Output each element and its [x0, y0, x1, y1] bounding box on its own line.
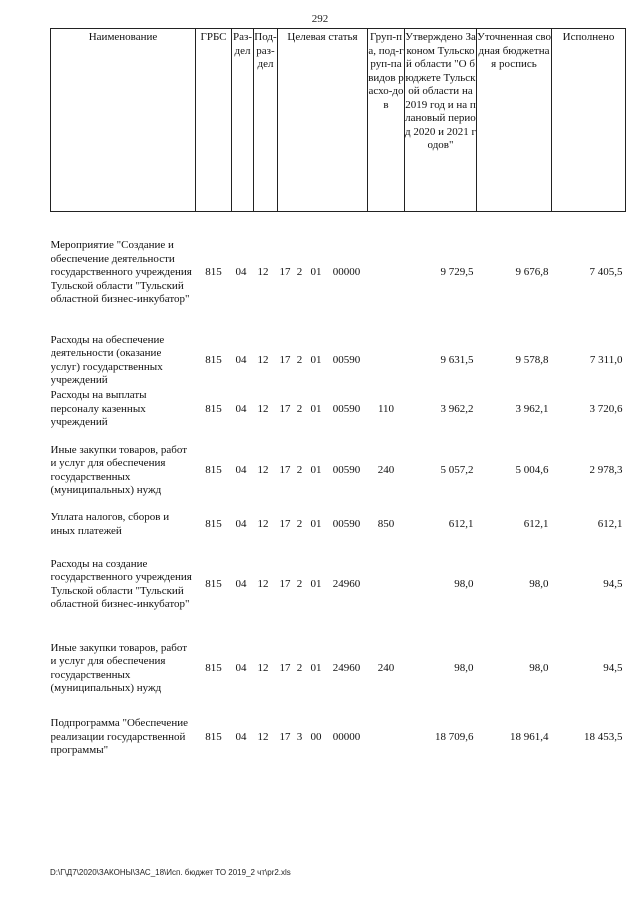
row-executed: 18 453,5	[584, 730, 623, 743]
row-target-subprogram: 2	[296, 463, 303, 476]
row-group	[368, 708, 405, 768]
row-refined: 5 004,6	[515, 463, 549, 476]
row-grbs: 815	[205, 463, 222, 476]
row-approved: 98,0	[454, 577, 474, 590]
row-grbs: 815	[205, 730, 222, 743]
row-group: 240	[377, 661, 395, 674]
row-name: Расходы на создание государственного учреждения Тульской области "Тульский областной бизнес-инкубатор"	[50, 557, 192, 610]
row-subsection: 12	[257, 661, 269, 674]
row-grbs: 815	[205, 517, 222, 530]
row-refined: 612,1	[523, 517, 549, 530]
row-executed: 2 978,3	[589, 463, 623, 476]
row-name: Расходы на обеспечение деятельности (оказание услуг) государственных учреждений	[50, 333, 165, 386]
row-approved: 98,0	[454, 661, 474, 674]
row-target-event: 01	[310, 577, 322, 590]
row-target-direction: 00590	[332, 463, 361, 476]
table-row	[51, 432, 626, 510]
row-target-direction: 00000	[332, 266, 361, 278]
header-grbs: ГРБС	[196, 29, 232, 212]
row-target-subprogram: 2	[296, 266, 303, 278]
row-target-event: 01	[310, 463, 322, 476]
row-name: Расходы на выплаты персоналу казенных учреждений	[50, 389, 147, 429]
row-executed: 7 405,5	[589, 266, 623, 278]
row-target-subprogram: 2	[296, 577, 303, 590]
row-section: 04	[235, 266, 247, 278]
header-section: Раз-дел	[232, 29, 254, 212]
row-target-event: 01	[310, 517, 322, 530]
row-refined: 3 962,1	[515, 402, 549, 415]
page-number: 292	[311, 13, 329, 25]
header-name: Наименование	[51, 29, 196, 212]
row-executed: 7 311,0	[589, 353, 623, 366]
row-subsection: 12	[257, 353, 269, 366]
row-target-program: 17	[279, 463, 291, 476]
row-target-subprogram: 2	[296, 517, 303, 530]
table-row	[51, 510, 626, 540]
header-target: Целевая статья	[278, 29, 368, 212]
row-target-subprogram: 2	[296, 661, 303, 674]
row-refined: 98,0	[529, 577, 549, 590]
row-approved: 18 709,6	[435, 730, 474, 743]
row-executed: 94,5	[603, 661, 623, 674]
table-row	[51, 708, 626, 768]
table-row	[51, 540, 626, 630]
row-section: 04	[235, 730, 247, 743]
row-target-direction: 00590	[332, 517, 361, 530]
row-target-direction: 24960	[332, 661, 361, 674]
row-group: 850	[377, 517, 395, 530]
row-refined: 9 578,8	[515, 353, 549, 366]
row-group	[368, 212, 405, 334]
row-name: Подпрограмма "Обеспечение реализации государственной программы"	[50, 717, 188, 757]
row-target-program: 17	[279, 266, 291, 278]
row-refined: 18 961,4	[510, 730, 549, 743]
row-grbs: 815	[205, 266, 222, 278]
row-executed: 94,5	[603, 577, 623, 590]
row-target-program: 17	[279, 353, 291, 366]
row-target-program: 17	[279, 402, 291, 415]
row-section: 04	[235, 517, 247, 530]
row-approved: 5 057,2	[440, 463, 474, 476]
row-grbs: 815	[205, 661, 222, 674]
row-target-event: 01	[310, 661, 322, 674]
row-subsection: 12	[257, 463, 269, 476]
row-subsection: 12	[257, 402, 269, 415]
row-target-program: 17	[279, 661, 291, 674]
header-approved: Утверждено Законом Тульской области "О бюджете Тульской области на 2019 год и на плановый период 2020 и 2021 годов"	[405, 29, 477, 212]
row-executed: 612,1	[597, 517, 623, 530]
row-grbs: 815	[205, 402, 222, 415]
row-subsection: 12	[257, 730, 269, 743]
row-target-subprogram: 2	[296, 353, 303, 366]
row-target-event: 01	[310, 266, 322, 278]
row-subsection: 12	[257, 517, 269, 530]
row-section: 04	[235, 463, 247, 476]
row-subsection: 12	[257, 577, 269, 590]
row-section: 04	[235, 402, 247, 415]
row-target-subprogram: 2	[296, 402, 303, 415]
row-section: 04	[235, 353, 247, 366]
table-row	[51, 212, 626, 334]
row-target-direction: 00000	[332, 730, 361, 743]
row-section: 04	[235, 577, 247, 590]
row-target-direction: 00590	[332, 353, 361, 366]
header-refined: Уточненная сводная бюджетная роспись	[477, 29, 552, 212]
row-subsection: 12	[257, 266, 269, 278]
row-grbs: 815	[205, 577, 222, 590]
table-row	[51, 388, 626, 432]
row-approved: 3 962,2	[440, 402, 474, 415]
table-header-row	[51, 29, 626, 212]
footer-file-path: D:\Г\Д7\2020\ЗАКОНЫ\ЗАС_18\Исп. бюджет ТО 2019_2 чт\pr2.xls	[50, 868, 291, 877]
row-group: 110	[377, 402, 395, 415]
row-name: Иные закупки товаров, работ и услуг для обеспечения государственных (муниципальных) нужд	[50, 443, 188, 496]
row-target-event: 01	[310, 353, 322, 366]
row-target-subprogram: 3	[296, 730, 303, 743]
row-approved: 612,1	[448, 517, 474, 530]
row-grbs: 815	[205, 353, 222, 366]
row-refined: 9 676,8	[515, 266, 549, 278]
row-target-direction: 00590	[332, 402, 361, 415]
header-subsection: Под-раз-дел	[254, 29, 278, 212]
row-target-event: 00	[310, 730, 322, 743]
header-group: Груп-па, под-груп-па видов расхо-дов	[368, 29, 405, 212]
budget-table	[50, 28, 626, 768]
row-approved: 9 631,5	[440, 353, 474, 366]
row-executed: 3 720,6	[589, 402, 623, 415]
row-group: 240	[377, 463, 395, 476]
row-name: Иные закупки товаров, работ и услуг для обеспечения государственных (муниципальных) нужд	[50, 641, 188, 694]
header-executed: Исполнено	[552, 29, 626, 212]
row-approved: 9 729,5	[440, 266, 474, 278]
row-target-program: 17	[279, 577, 291, 590]
table-row	[51, 630, 626, 708]
row-target-direction: 24960	[332, 577, 361, 590]
row-target-event: 01	[310, 402, 322, 415]
row-name: Уплата налогов, сборов и иных платежей	[50, 511, 170, 537]
row-target-program: 17	[279, 517, 291, 530]
row-target-program: 17	[279, 730, 291, 743]
row-group	[368, 540, 405, 630]
row-group	[368, 334, 405, 388]
table-row	[51, 334, 626, 388]
row-section: 04	[235, 661, 247, 674]
row-name: Мероприятие "Создание и обеспечение деятельности государственного учреждения Тульской области "Тульский областной бизнес-инкубатор"	[50, 239, 192, 305]
row-refined: 98,0	[529, 661, 549, 674]
